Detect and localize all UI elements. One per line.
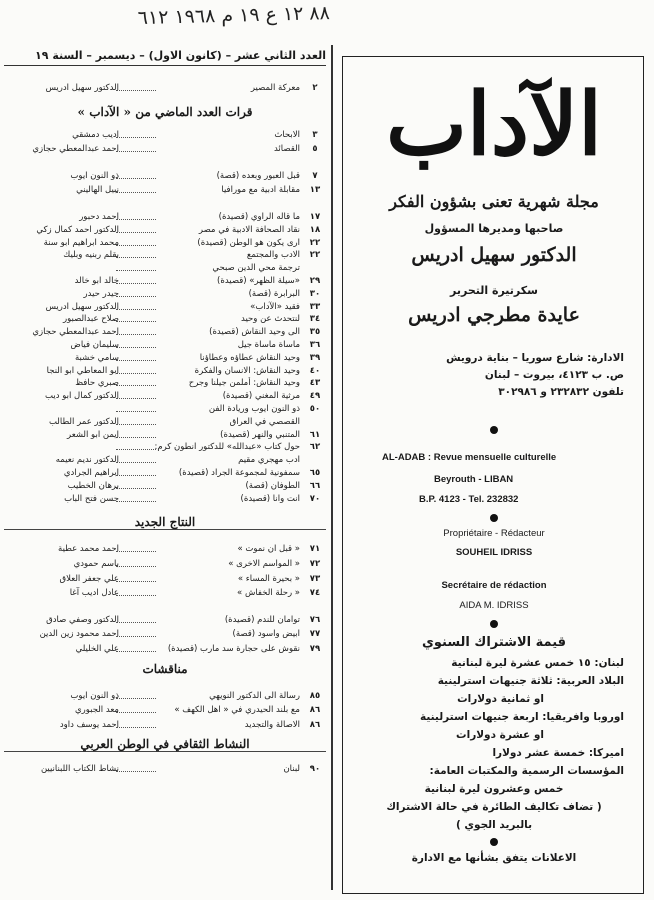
toc-page-number: ٨٦ bbox=[309, 705, 321, 716]
address-ar-line: الادارة: شارع سوريا – بناية درويش bbox=[446, 352, 624, 364]
toc-author: احمد محمود زين الدين bbox=[39, 629, 119, 640]
toc-page-number: ٥٠ bbox=[309, 404, 321, 414]
toc-entry bbox=[4, 352, 326, 364]
toc-title: قبل العبور وبعده (قصة) bbox=[216, 170, 300, 181]
separator-dot bbox=[490, 838, 498, 846]
toc-author: خالد ابو خالد bbox=[74, 276, 119, 286]
toc-author: برهان الخطيب bbox=[67, 480, 119, 491]
toc-title: ماساة ماساة جيل bbox=[237, 340, 300, 350]
toc-title: ترجمة محي الدين صبحي bbox=[212, 263, 300, 274]
toc-title: حول كتاب «عبدالله» للدكتور انطون كرم: bbox=[154, 442, 300, 453]
toc-entry bbox=[4, 558, 326, 570]
subscription-line: لبنان: ١٥ خمس عشرة ليرة لبنانية bbox=[451, 657, 624, 669]
toc-page-number: ٧٩ bbox=[309, 644, 321, 654]
toc-author: الدكتور عمر الطالب bbox=[48, 416, 119, 427]
toc-entry bbox=[4, 237, 326, 249]
toc-section-heading: مناقشات bbox=[142, 661, 188, 676]
toc-author: عادل اديب آغا bbox=[69, 588, 119, 599]
toc-page-number: ٨٦ bbox=[309, 719, 321, 730]
toc-leader bbox=[116, 251, 156, 258]
toc-title: وحيد النقاش عطاؤه وعطاؤنا bbox=[199, 352, 300, 363]
toc-entry bbox=[4, 763, 326, 775]
toc-page-number: ٨٥ bbox=[309, 690, 321, 701]
toc-page-number: ٤٣ bbox=[309, 378, 321, 389]
separator-dot bbox=[490, 514, 498, 522]
toc-leader bbox=[116, 630, 156, 637]
toc-leader bbox=[116, 186, 156, 193]
toc-section-heading: النشاط الثقافي في الوطن العربي bbox=[4, 737, 326, 752]
toc-author: حسن فتح الباب bbox=[64, 493, 119, 504]
toc-entry bbox=[4, 403, 326, 415]
toc-entry bbox=[4, 224, 326, 236]
toc-leader bbox=[116, 575, 156, 582]
toc-entry bbox=[4, 143, 326, 155]
toc-author: صلاح عبدالصبور bbox=[63, 314, 119, 325]
toc-title: مع بلند الحيدري في « اهل الكهف » bbox=[174, 705, 300, 716]
owner-name: الدكتور سهيل ادريس bbox=[411, 244, 577, 266]
toc-author: الدكتور وصفي صادق bbox=[46, 614, 119, 625]
secretary-name: عايدة مطرجي ادريس bbox=[408, 304, 580, 326]
toc-page-number: ٤٠ bbox=[309, 365, 321, 376]
toc-page-number: ٣٣ bbox=[309, 301, 321, 312]
toc-title: « بحيرة المساء » bbox=[237, 573, 300, 584]
toc-author: ايمن ابو الشعر bbox=[67, 429, 119, 440]
toc-title: مرثية المغني (قصيدة) bbox=[222, 391, 300, 402]
toc-title: معركة المصير bbox=[250, 83, 300, 93]
toc-leader bbox=[116, 131, 156, 138]
toc-title: القصصي في العراق bbox=[229, 416, 300, 427]
toc-author: احمد عبدالمعطي حجازي bbox=[32, 327, 119, 338]
toc-leader bbox=[116, 560, 156, 567]
toc-leader bbox=[116, 645, 156, 652]
toc-leader bbox=[116, 405, 156, 412]
toc-author: اديب دمشقي bbox=[72, 129, 119, 140]
toc-entry bbox=[4, 262, 326, 274]
toc-title: مقابلة ادبية مع مورافيا bbox=[221, 185, 300, 196]
subscription-line: اميركا: خمسة عشر دولارا bbox=[492, 747, 624, 759]
handwritten-annotation: ٨٨ ١٢ ع ١٩ م ١٩٦٨ ٦١٢ bbox=[137, 2, 331, 30]
owner-label: صاحبها ومديرها المسؤول bbox=[424, 222, 564, 235]
toc-page-number: ٧٤ bbox=[309, 588, 321, 599]
toc-section-heading: قرات العدد الماضي من « الآداب » bbox=[77, 104, 253, 119]
toc-entry bbox=[4, 719, 326, 731]
toc-leader bbox=[116, 765, 156, 772]
toc-page-number: ٧٠ bbox=[309, 493, 321, 504]
toc-entry bbox=[4, 543, 326, 555]
toc-leader bbox=[116, 482, 156, 489]
toc-leader bbox=[116, 239, 156, 246]
address-en-line: AL-ADAB : Revue mensuelle culturelle bbox=[382, 452, 557, 463]
toc-entry bbox=[4, 573, 326, 585]
toc-leader bbox=[116, 392, 156, 399]
toc-title: الطوفان (قصة) bbox=[245, 480, 300, 491]
toc-page-number: ٢ bbox=[312, 83, 318, 93]
toc-leader bbox=[116, 226, 156, 233]
subscription-line: البلاد العربية: ثلاثة جنيهات استرلينية bbox=[437, 675, 624, 687]
toc-page-number: ٣ bbox=[312, 129, 318, 140]
toc-author: ابراهيم الجرادي bbox=[63, 468, 119, 478]
subscription-line: اوروبا وافريقيا: اربعة جنيهات استرلينية bbox=[419, 711, 624, 723]
toc-entry bbox=[4, 365, 326, 377]
separator-dot bbox=[490, 426, 498, 434]
toc-title: نقوش على حجارة سد مارب (قصيدة) bbox=[167, 644, 300, 654]
toc-author: علي جعفر العلاق bbox=[59, 573, 119, 584]
toc-title: فقيد «الآداب» bbox=[250, 301, 300, 312]
toc-title: « المواسم الاخرى » bbox=[228, 559, 300, 569]
toc-leader bbox=[116, 213, 156, 220]
owner-name-en: SOUHEIL IDRISS bbox=[455, 547, 533, 558]
toc-page-number: ٤٩ bbox=[309, 391, 321, 402]
toc-entry bbox=[4, 429, 326, 441]
toc-entry bbox=[4, 326, 326, 338]
toc-entry bbox=[4, 211, 326, 223]
toc-author: صبري حافظ bbox=[75, 378, 119, 389]
toc-author: الدكتور سهيل ادريس bbox=[45, 83, 119, 93]
toc-entry bbox=[4, 690, 326, 702]
toc-author: نبيل الهاليني bbox=[76, 185, 119, 196]
toc-entry bbox=[4, 454, 326, 466]
toc-leader bbox=[116, 379, 156, 386]
subscription-line: او ثمانية دولارات bbox=[457, 693, 544, 705]
toc-title: القصائد bbox=[273, 144, 300, 155]
toc-entry bbox=[4, 170, 326, 182]
toc-entry bbox=[4, 467, 326, 479]
toc-leader bbox=[116, 315, 156, 322]
toc-page-number: ٧٦ bbox=[309, 614, 321, 625]
toc-page-number: ٣٩ bbox=[309, 352, 321, 363]
toc-page-number: ٣٠ bbox=[309, 288, 321, 299]
toc-author: بقلم ربنيه وبليك bbox=[63, 250, 119, 261]
toc-leader bbox=[116, 328, 156, 335]
toc-author: الدكتور نديم نعيمه bbox=[55, 455, 119, 466]
toc-author: ذو النون ايوب bbox=[70, 170, 119, 181]
toc-entry bbox=[4, 129, 326, 141]
subscription-line: او عشرة دولارات bbox=[456, 729, 544, 741]
masthead-title: الآداب bbox=[385, 74, 603, 175]
toc-leader bbox=[116, 431, 156, 438]
toc-leader bbox=[116, 721, 156, 728]
toc-author: حيدر حيدر bbox=[83, 288, 119, 299]
toc-leader bbox=[116, 495, 156, 502]
toc-page-number: ٣٤ bbox=[309, 314, 321, 325]
secretary-label-en: Secrétaire de rédaction bbox=[441, 580, 547, 591]
toc-author: احمد يوسف داود bbox=[59, 719, 119, 730]
toc-author: الدكتور سهيل ادريس bbox=[45, 301, 119, 312]
toc-entry bbox=[4, 377, 326, 389]
toc-title: انت وانا (قصيدة) bbox=[240, 493, 300, 504]
toc-page-number: ٢٩ bbox=[309, 276, 321, 286]
toc-leader bbox=[116, 290, 156, 297]
subscription-line: خمس وعشرون ليرة لبنانية bbox=[424, 783, 564, 795]
toc-title: ابيض واسود (قصة) bbox=[232, 629, 300, 640]
toc-page-number: ١٣ bbox=[309, 185, 321, 196]
column-divider bbox=[331, 45, 333, 890]
toc-author: محمد ابراهيم ابو سنة bbox=[43, 237, 119, 248]
toc-page-number: ٦٥ bbox=[309, 468, 321, 478]
toc-entry bbox=[4, 614, 326, 626]
toc-title: «سيلة الظهر» (قصيدة) bbox=[217, 276, 300, 286]
toc-title: المتنبي والنهر (قصيدة) bbox=[220, 429, 300, 440]
toc-title: الادب والمجتمع bbox=[246, 250, 300, 261]
separator-dot bbox=[490, 620, 498, 628]
toc-leader bbox=[116, 341, 156, 348]
toc-page-number: ١٨ bbox=[309, 224, 321, 235]
toc-title: ادب مهجري مقيم bbox=[238, 455, 300, 466]
toc-title: ارى يكون هو الوطن (قصيدة) bbox=[197, 237, 300, 248]
toc-title: نقاد الصحافة الادبية في مصر bbox=[198, 224, 300, 235]
toc-page-number: ٣٥ bbox=[309, 327, 321, 338]
toc-title: توامان للندم (قصيدة) bbox=[224, 614, 300, 625]
masthead-subtitle: مجلة شهرية تعنى بشؤون الفكر bbox=[389, 192, 599, 211]
subscription-line: بالبريد الجوي ) bbox=[455, 819, 533, 831]
toc-leader bbox=[116, 589, 156, 596]
toc-title: وحيد النقاش: أملمن جيلنا وجرح bbox=[188, 378, 300, 389]
toc-leader bbox=[116, 172, 156, 179]
toc-leader bbox=[116, 354, 156, 361]
toc-leader bbox=[116, 545, 156, 552]
toc-author: احمد عبدالمعطي حجازي bbox=[32, 144, 119, 155]
toc-leader bbox=[116, 303, 156, 310]
toc-author: ذو النون ايوب bbox=[70, 690, 119, 701]
toc-entry bbox=[4, 704, 326, 716]
toc-section-heading: النتاج الجديد bbox=[4, 515, 326, 530]
toc-leader bbox=[116, 84, 156, 91]
toc-author: سليمان فياض bbox=[70, 340, 119, 350]
address-en-line: Beyrouth - LIBAN bbox=[434, 474, 514, 485]
toc-author: باسم حمودي bbox=[73, 559, 119, 569]
toc-entry bbox=[4, 493, 326, 505]
toc-leader bbox=[116, 456, 156, 463]
toc-page-number: ٣٦ bbox=[309, 340, 321, 350]
owner-label-en: Propriétaire - Rédacteur bbox=[443, 528, 545, 539]
toc-title: الابحاث bbox=[274, 129, 300, 140]
toc-author: نشاط الكتاب اللبنانيين bbox=[40, 764, 119, 775]
secretary-label: سكرتيرة التحرير bbox=[450, 284, 538, 297]
toc-page-number: ٧٢ bbox=[309, 559, 321, 569]
toc-leader bbox=[116, 145, 156, 152]
toc-author: سامي خشبة bbox=[74, 352, 119, 363]
issue-line: العدد الثاني عشر – (كانون الاول) – ديسمبر – السنة ١٩ bbox=[4, 49, 326, 66]
toc-entry bbox=[4, 390, 326, 402]
toc-entry bbox=[4, 628, 326, 640]
address-ar-line: ص. ب ٤١٢٣، بيروت – لبنان bbox=[484, 369, 624, 381]
toc-entry bbox=[4, 82, 326, 94]
toc-page-number: ٦٢ bbox=[309, 442, 321, 453]
toc-title: البرابرة (قصة) bbox=[248, 288, 300, 299]
toc-title: لنتحدث عن وحيد bbox=[240, 314, 300, 325]
toc-author: معد الجبوري bbox=[75, 705, 119, 716]
subscription-heading: قيمة الاشتراك السنوي bbox=[421, 635, 567, 650]
toc-title: سمفونية لمجموعة الجراد (قصيدة) bbox=[178, 468, 300, 478]
toc-title: لبنان bbox=[283, 764, 300, 775]
toc-page-number: ٧٧ bbox=[309, 629, 321, 640]
toc-page-number: ٧ bbox=[312, 170, 318, 181]
toc-author: احمد دحبور bbox=[79, 212, 119, 222]
toc-page-number: ٦٦ bbox=[309, 480, 321, 491]
masthead-logo bbox=[352, 66, 636, 186]
toc-leader bbox=[116, 469, 156, 476]
toc-entry bbox=[4, 313, 326, 325]
toc-title: « قبل ان نموت » bbox=[237, 544, 300, 555]
toc-leader bbox=[116, 692, 156, 699]
toc-title: الى وحيد النقاش (قصيدة) bbox=[209, 327, 300, 338]
toc-leader bbox=[116, 418, 156, 425]
toc-leader bbox=[116, 277, 156, 284]
toc-entry bbox=[4, 184, 326, 196]
ads-note: الاعلانات يتفق بشأنها مع الادارة bbox=[411, 852, 577, 864]
address-en-line: B.P. 4123 - Tel. 232832 bbox=[419, 494, 519, 505]
toc-entry bbox=[4, 339, 326, 351]
toc-entry bbox=[4, 416, 326, 428]
toc-entry bbox=[4, 275, 326, 287]
toc-author: احمد محمد عطية bbox=[58, 544, 119, 555]
toc-page-number: ٩٠ bbox=[309, 764, 321, 775]
toc-title: « رحلة الخفاش » bbox=[237, 588, 300, 599]
subscription-line: المؤسسات الرسمية والمكتبات العامة: bbox=[429, 765, 624, 777]
toc-page-number: ٥ bbox=[312, 144, 318, 155]
toc-page-number: ٧٣ bbox=[309, 573, 321, 584]
toc-page-number: ٢٢ bbox=[309, 237, 321, 248]
address-ar-line: تلفون ٢٣٢٨٣٢ و ٣٠٢٩٨٦ bbox=[498, 386, 624, 398]
toc-entry bbox=[4, 480, 326, 492]
toc-author: علي الخليلي bbox=[75, 644, 119, 654]
toc-leader bbox=[116, 264, 156, 271]
toc-entry bbox=[4, 288, 326, 300]
toc-page-number: ٢٢ bbox=[309, 250, 321, 261]
toc-entry bbox=[4, 643, 326, 655]
toc-entry bbox=[4, 587, 326, 599]
toc-author: الدكتور كمال ابو ديب bbox=[45, 391, 119, 402]
toc-title: الاصالة والتجديد bbox=[244, 719, 300, 730]
secretary-name-en: AIDA M. IDRISS bbox=[459, 600, 529, 611]
toc-title: رسالة الى الدكتور النويهي bbox=[209, 690, 300, 701]
toc-entry bbox=[4, 301, 326, 313]
subscription-line: ( تضاف تكاليف الطائرة في حالة الاشتراك bbox=[386, 801, 602, 813]
toc-leader bbox=[116, 367, 156, 374]
toc-page-number: ١٧ bbox=[309, 212, 321, 222]
toc-title: ما قاله الراوي (قصيدة) bbox=[218, 212, 300, 222]
toc-entry bbox=[4, 441, 326, 453]
toc-leader bbox=[116, 616, 156, 623]
toc-entry bbox=[4, 249, 326, 261]
toc-author: ابو المعاطي ابو النجا bbox=[46, 365, 119, 376]
toc-leader bbox=[116, 706, 156, 713]
toc-page-number: ٦١ bbox=[309, 429, 321, 440]
toc-leader bbox=[116, 443, 156, 450]
toc-title: ذو النون ايوب وريادة الفن bbox=[208, 404, 300, 414]
toc-author: الدكتور احمد كمال زكي bbox=[36, 224, 119, 235]
toc-page-number: ٧١ bbox=[309, 544, 321, 555]
toc-title: وحيد النقاش: الانسان والفكرة bbox=[194, 365, 300, 376]
